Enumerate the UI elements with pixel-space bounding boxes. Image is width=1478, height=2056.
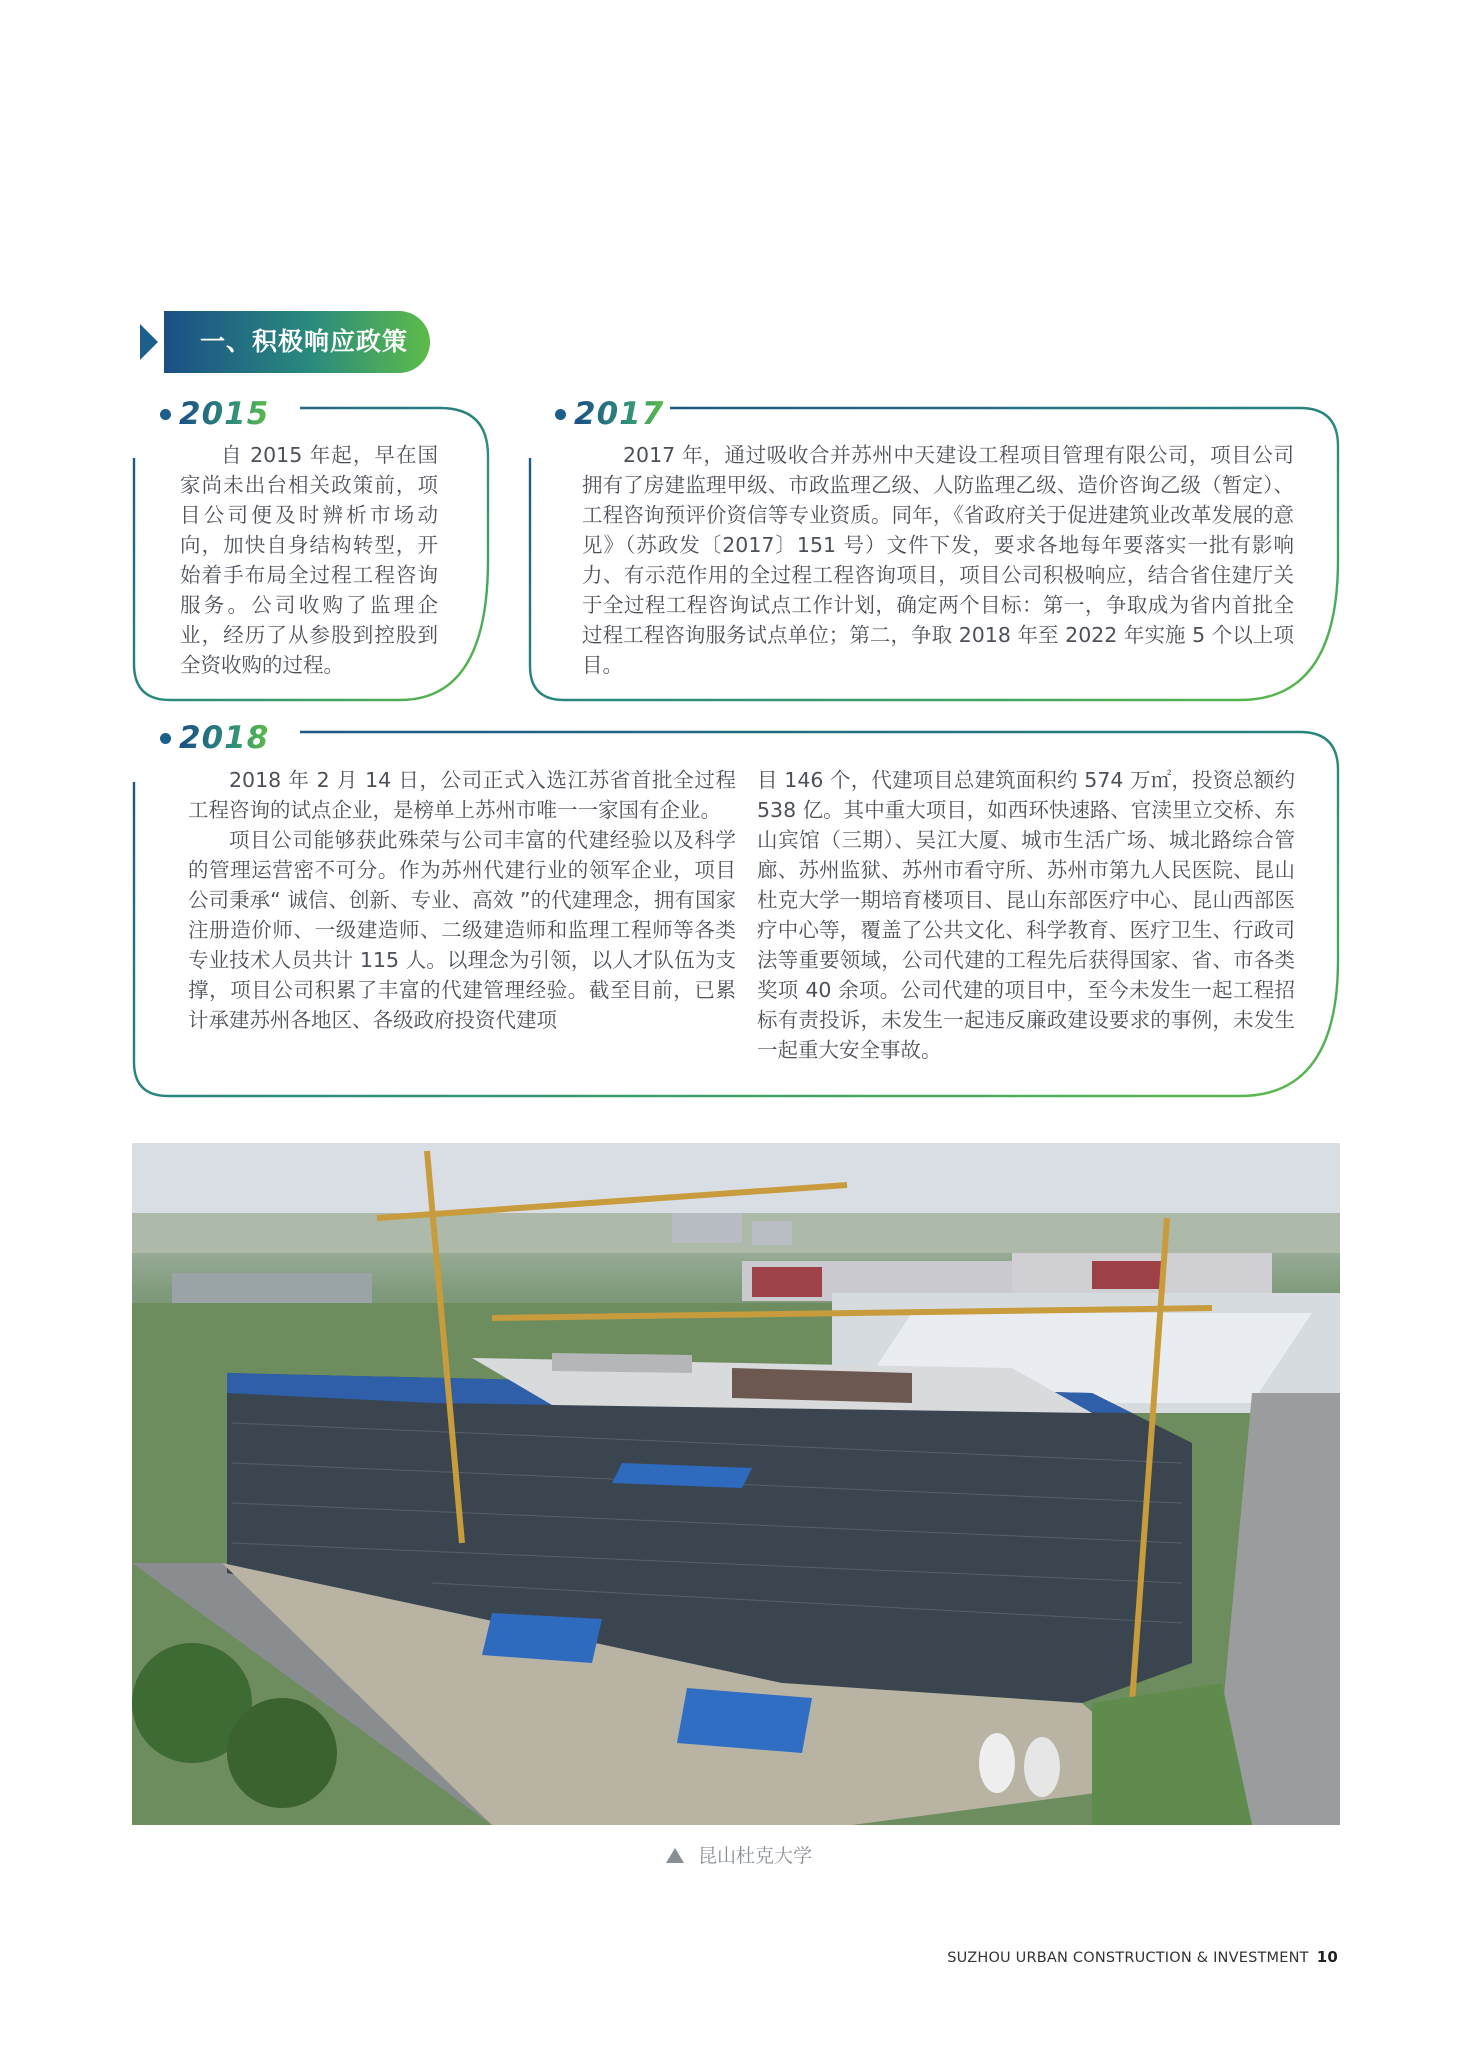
- text-2017: [582, 440, 1294, 680]
- year-2018: 2018: [179, 720, 270, 756]
- caption-text: 昆山杜克大学: [697, 1845, 812, 1867]
- section-header: [140, 311, 430, 373]
- section-title: 一、积极响应政策: [164, 311, 430, 373]
- text-2018-left: [188, 765, 736, 1035]
- year-label-2018: [160, 718, 269, 758]
- year-label-2015: [160, 394, 269, 434]
- paragraph-2015: 自 2015 年起，早在国家尚未出台相关政策前，项目公司便及时辨析市场动向，加快自身结构转型，开始着手布局全过程工程咨询服务。公司收购了监理企业，经历了从参股到控股到全资收购的过程。: [180, 443, 438, 677]
- text-2018-right: [757, 765, 1295, 1065]
- publication-name: SUZHOU URBAN CONSTRUCTION & INVESTMENT: [947, 1950, 1309, 1966]
- play-arrow-icon: [140, 324, 158, 360]
- paragraph-2017: 2017 年，通过吸收合并苏州中天建设工程项目管理有限公司，项目公司拥有了房建监理甲级、市政监理乙级、人防监理乙级、造价咨询乙级（暂定）、工程咨询预评价资信等专业资质。同年，《省政府关于促进建筑业改革发展的意见》（苏政发〔2017〕151 号）文件下发，要求各地每年要落实一批有影响力、有示范作用的全过程工程咨询项目，项目公司积极响应，结合省住建厅关于全过程工程咨询试点工作计划，确定两个目标：第一，争取成为省内首批全过程工程咨询服务试点单位；第二，争取 2018 年至 2022 年实施 5 个以上项目。: [582, 443, 1294, 677]
- text-2015: [180, 440, 438, 680]
- construction-site-photo: [132, 1143, 1340, 1825]
- bullet-dot-icon: [555, 409, 566, 420]
- page-footer: [947, 1948, 1338, 1966]
- page-number: 10: [1316, 1948, 1338, 1966]
- bullet-dot-icon: [160, 409, 171, 420]
- photo-caption: [0, 1841, 1478, 1868]
- paragraph-2018-2: 项目公司能够获此殊荣与公司丰富的代建经验以及科学的管理运营密不可分。作为苏州代建行业的领军企业，项目公司秉承“ 诚信、创新、专业、高效 ”的代建理念，拥有国家注册造价师、一级建造师、二级建造师和监理工程师等各类专业技术人员共计 115 人。以理念为引领，以人才队伍为支撑，项目公司积累了丰富的代建管理经验。截至目前，已累计承建苏州各地区、各级政府投资代建项: [188, 828, 736, 1032]
- year-label-2017: [555, 394, 664, 434]
- bullet-dot-icon: [160, 733, 171, 744]
- year-2015: 2015: [179, 396, 270, 432]
- triangle-up-icon: [666, 1848, 684, 1863]
- paragraph-2018-1: 2018 年 2 月 14 日，公司正式入选江苏省首批全过程工程咨询的试点企业，是榜单上苏州市唯一一家国有企业。: [188, 768, 736, 822]
- year-2017: 2017: [574, 396, 665, 432]
- paragraph-2018-3: 目 146 个，代建项目总建筑面积约 574 万㎡，投资总额约 538 亿。其中重大项目，如西环快速路、官渎里立交桥、东山宾馆（三期）、吴江大厦、城市生活广场、城北路综合管廊、苏州监狱、苏州市看守所、苏州市第九人民医院、昆山杜克大学一期培育楼项目、昆山东部医疗中心、昆山西部医疗中心等，覆盖了公共文化、科学教育、医疗卫生、行政司法等重要领域，公司代建的工程先后获得国家、省、市各类奖项 40 余项。公司代建的项目中，至今未发生一起工程招标有责投诉，未发生一起违反廉政建设要求的事例，未发生一起重大安全事故。: [757, 768, 1295, 1062]
